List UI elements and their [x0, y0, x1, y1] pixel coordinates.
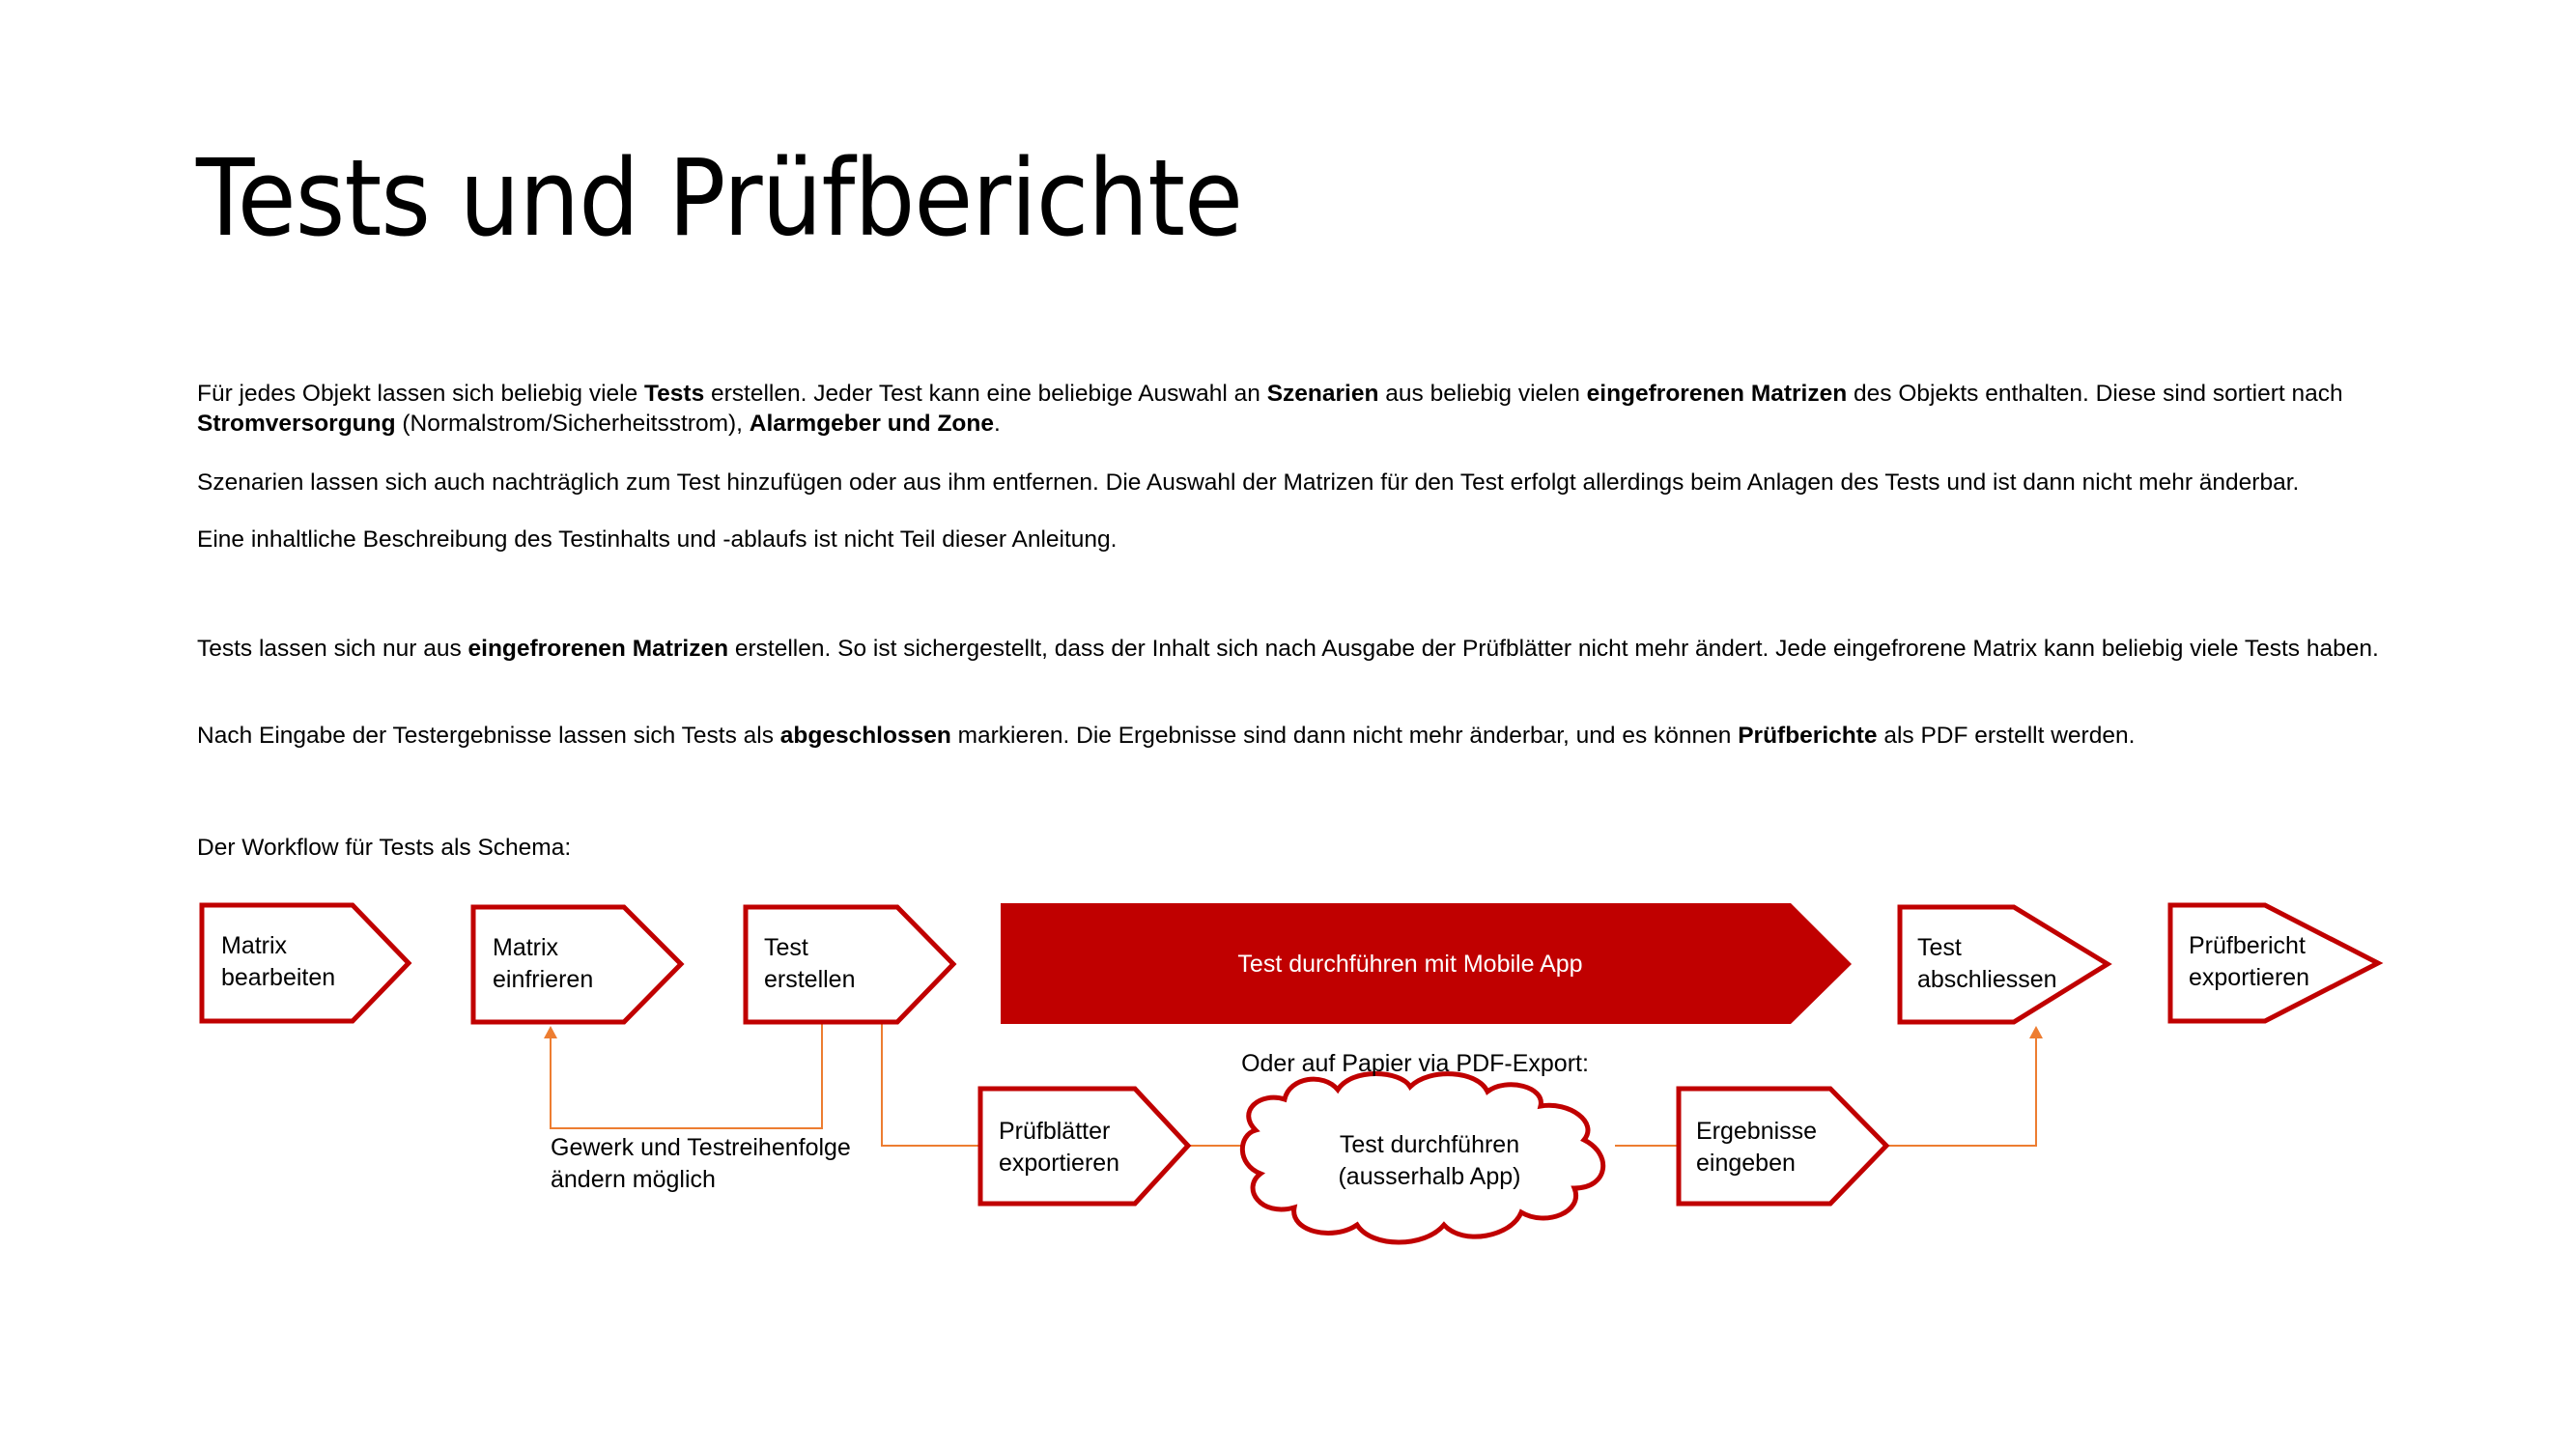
body-text: markieren. Die Ergebnisse sind dann nicht mehr änderbar, und es können — [950, 723, 1739, 749]
results-to-complete-connector — [1886, 1030, 2036, 1146]
label-line: Prüfblätter — [999, 1118, 1111, 1145]
emphasis-text: Tests — [644, 381, 705, 407]
label-line: ändern möglich — [551, 1166, 716, 1193]
step-pruefbericht-exportieren-label — [2189, 930, 2309, 994]
label-line: Test durchführen — [1339, 1131, 1520, 1158]
loop-note — [551, 1132, 851, 1196]
body-text: erstellen. Jeder Test kann eine beliebige Auswahl an — [704, 381, 1267, 407]
body-text: . — [993, 411, 1001, 437]
body-text: als PDF erstellt werden. — [1877, 723, 2136, 749]
loop-connector — [551, 1021, 822, 1128]
paper-branch-connector — [882, 1021, 980, 1146]
body-text: Tests lassen sich nur aus — [197, 636, 468, 662]
label-line: Ergebnisse — [1696, 1118, 1818, 1145]
paper-caption: Oder auf Papier via PDF-Export: — [1241, 1050, 1589, 1077]
body-text: aus beliebig vielen — [1378, 381, 1587, 407]
step-test-abschliessen-label — [1917, 932, 2057, 996]
step-matrix-einfrieren-label — [493, 932, 593, 996]
label-line: Gewerk und Testreihenfolge — [551, 1134, 851, 1161]
label-line: eingeben — [1696, 1150, 1796, 1177]
label-line: exportieren — [2189, 964, 2310, 991]
body-text: des Objekts enthalten. Diese sind sortiert nach — [1847, 381, 2343, 407]
step-matrix-bearbeiten-label — [221, 930, 335, 994]
arrowhead-icon — [544, 1026, 557, 1038]
step-mobile-app-label: Test durchführen mit Mobile App — [1237, 951, 1583, 978]
label-line: erstellen — [764, 966, 856, 993]
label-line: Prüfbericht — [2189, 932, 2306, 959]
label-line: Matrix — [493, 934, 559, 961]
label-line: exportieren — [999, 1150, 1120, 1177]
step-ergebnisse-eingeben-label — [1696, 1116, 1817, 1179]
emphasis-text: Stromversorgung — [197, 411, 396, 437]
body-text: Eine inhaltliche Beschreibung des Testinhalts und -ablaufs ist nicht Teil dieser Anleitung. — [197, 526, 1118, 553]
emphasis-text: abgeschlossen — [779, 723, 951, 749]
page-title: Tests und Prüfberichte — [196, 136, 1243, 260]
label-line: Test — [1917, 934, 1962, 961]
body-text: Szenarien lassen sich auch nachträglich zum Test hinzufügen oder aus ihm entfernen. Die Auswahl der Matrizen für den Test erfolgt allerdings beim Anlagen des Tests und ist dann nicht mehr änderbar. — [197, 469, 2300, 496]
label-line: Test — [764, 934, 808, 961]
emphasis-text: eingefrorenen Matrizen — [467, 636, 729, 662]
label-line: (ausserhalb App) — [1338, 1163, 1521, 1190]
label-line: bearbeiten — [221, 964, 336, 991]
body-text: Der Workflow für Tests als Schema: — [197, 835, 572, 861]
body-text: (Normalstrom/Sicherheitsstrom), — [395, 411, 750, 437]
step-pruefblaetter-exportieren-label — [999, 1116, 1119, 1179]
body-text: Für jedes Objekt lassen sich beliebig viele — [197, 381, 645, 407]
arrowhead-icon — [2029, 1026, 2043, 1038]
body-text: erstellen. So ist sichergestellt, dass der Inhalt sich nach Ausgabe der Prüfblätter nicht mehr ändert. Jede eingefrorene Matrix kann beliebig viele Tests haben. — [728, 636, 2379, 662]
body-text: Nach Eingabe der Testergebnisse lassen sich Tests als — [197, 723, 780, 749]
emphasis-text: Alarmgeber und Zone — [749, 411, 994, 437]
emphasis-text: Szenarien — [1266, 381, 1379, 407]
emphasis-text: eingefrorenen Matrizen — [1586, 381, 1848, 407]
emphasis-text: Prüfberichte — [1738, 723, 1878, 749]
label-line: Matrix — [221, 932, 288, 959]
label-line: einfrieren — [493, 966, 594, 993]
label-line: abschliessen — [1917, 966, 2057, 993]
step-test-erstellen-label — [764, 932, 856, 996]
cloud-label — [1285, 1129, 1574, 1193]
